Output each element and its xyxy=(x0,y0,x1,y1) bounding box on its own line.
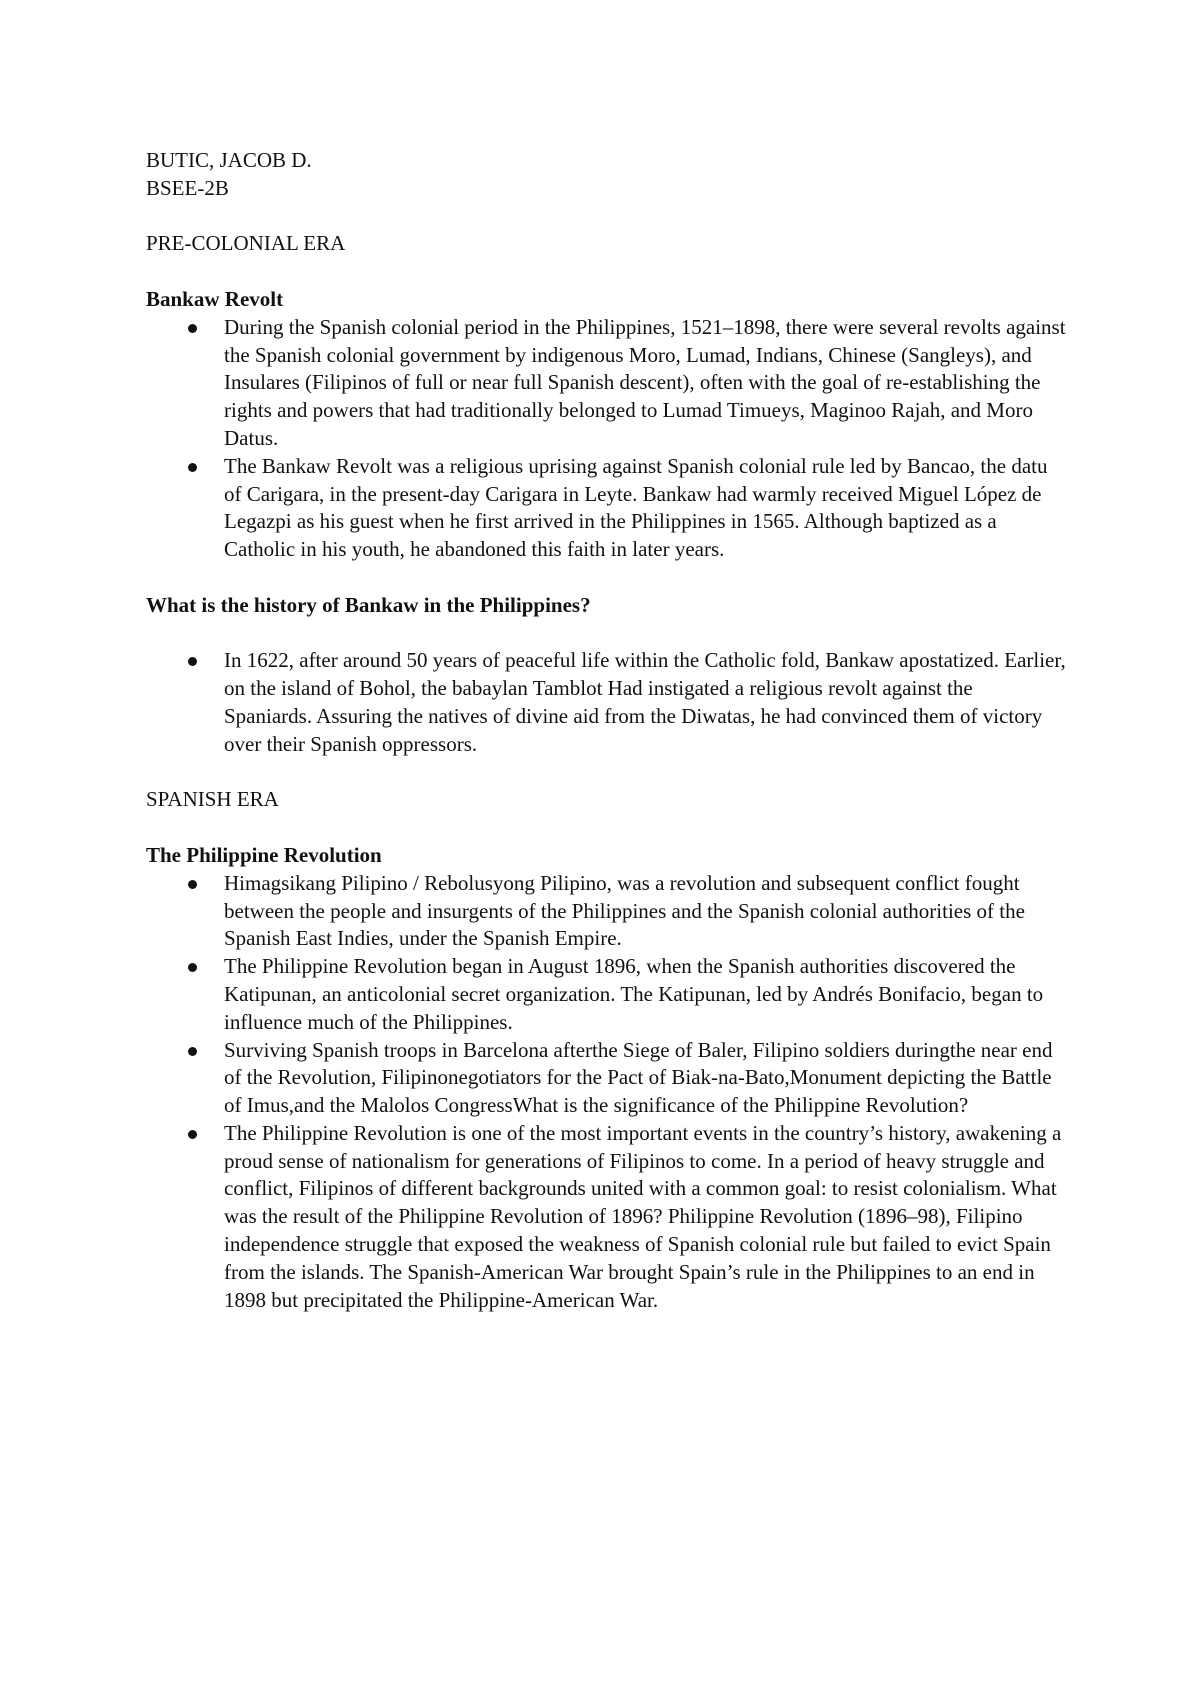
spacer xyxy=(146,814,1066,842)
question-heading: What is the history of Bankaw in the Philippines? xyxy=(146,592,591,617)
section-heading-pre-colonial: PRE-COLONIAL ERA xyxy=(146,231,346,256)
bullet-icon xyxy=(188,880,197,889)
list-item xyxy=(146,870,1066,953)
list-item-text: In 1622, after around 50 years of peaceful life within the Catholic fold, Bankaw apostatized. Earlier, on the island of Bohol, the babaylan Tamblot Had instigated a religious revolt against the Spaniards. Assuring the natives of divine aid from the Diwatas, he had convinced them of victory over their Spanish oppressors. xyxy=(224,648,1066,756)
list-item-text: During the Spanish colonial period in the Philippines, 1521–1898, there were several revolts against the Spanish colonial government by indigenous Moro, Lumad, Indians, Chinese (Sangleys), and Insulares (Filipinos of full or near full Spanish descent), often with the goal of re-establishing the rights and powers that had traditionally belonged to Lumad Timueys, Maginoo Rajah, and Moro Datus. xyxy=(224,314,1066,450)
question-bullet-list xyxy=(146,647,1066,758)
list-item-text: Himagsikang Pilipino / Rebolusyong Pilipino, was a revolution and subsequent conflict fought between the people and insurgents of the Philippines and the Spanish colonial authorities of the Spanish East Indies, under the Spanish Empire. xyxy=(224,870,1025,951)
list-item xyxy=(146,953,1066,1036)
list-item xyxy=(146,1037,1066,1120)
bullet-icon xyxy=(188,657,197,666)
student-section: BSEE-2B xyxy=(146,175,229,200)
revolution-bullet-list xyxy=(146,870,1066,1315)
spacer xyxy=(146,620,1066,648)
spacer xyxy=(146,203,1066,231)
bankaw-bullet-list xyxy=(146,314,1066,564)
list-item-text: The Philippine Revolution began in August 1896, when the Spanish authorities discovered the Katipunan, an anticolonial secret organization. The Katipunan, led by Andrés Bonifacio, began to influence much of the Philippines. xyxy=(224,954,1044,1034)
list-item-text: The Bankaw Revolt was a religious uprising against Spanish colonial rule led by Bancao, the datu of Carigara, in the present-day Carigara in Leyte. Bankaw had warmly received Miguel López de Legazpi as his guest when he first arrived in the Philippines in 1565. Although baptized as a Catholic in his youth, he abandoned this faith in later years. xyxy=(224,453,1048,562)
student-name: BUTIC, JACOB D. xyxy=(146,148,312,172)
list-item xyxy=(146,647,1066,758)
section-heading-spanish-era: SPANISH ERA xyxy=(146,787,279,812)
bullet-icon xyxy=(188,1047,197,1056)
bullet-icon xyxy=(188,963,197,972)
spacer xyxy=(146,258,1066,286)
document-body xyxy=(146,147,1066,1314)
spacer xyxy=(146,759,1066,787)
bullet-icon xyxy=(188,1130,197,1139)
topic-title-philippine-revolution: The Philippine Revolution xyxy=(146,842,382,867)
list-item xyxy=(146,1120,1066,1315)
spacer xyxy=(146,564,1066,592)
list-item-text: Surviving Spanish troops in Barcelona afterthe Siege of Baler, Filipino soldiers duringthe near end of the Revolution, Filipinonegotiators for the Pact of Biak-na-Bato,Monument depicting the Battle of Imus,and the Malolos CongressWhat is the significance of the Philippine Revolution? xyxy=(224,1037,1053,1118)
list-item xyxy=(146,453,1066,564)
list-item xyxy=(146,314,1066,453)
list-item-text: The Philippine Revolution is one of the most important events in the country’s history, awakening a proud sense of nationalism for generations of Filipinos to come. In a period of heavy struggle and conflict, Filipinos of different backgrounds united with a common goal: to resist colonialism. What was the result of the Philippine Revolution of 1896? Philippine Revolution (1896–98), Filipino independence struggle that exposed the weakness of Spanish colonial rule but failed to evict Spain from the islands. The Spanish-American War brought Spain’s rule in the Philippines to an end in 1898 but precipitated the Philippine-American War. xyxy=(224,1120,1062,1312)
topic-title-bankaw-revolt: Bankaw Revolt xyxy=(146,286,284,311)
bullet-icon xyxy=(188,324,197,333)
bullet-icon xyxy=(188,463,197,472)
